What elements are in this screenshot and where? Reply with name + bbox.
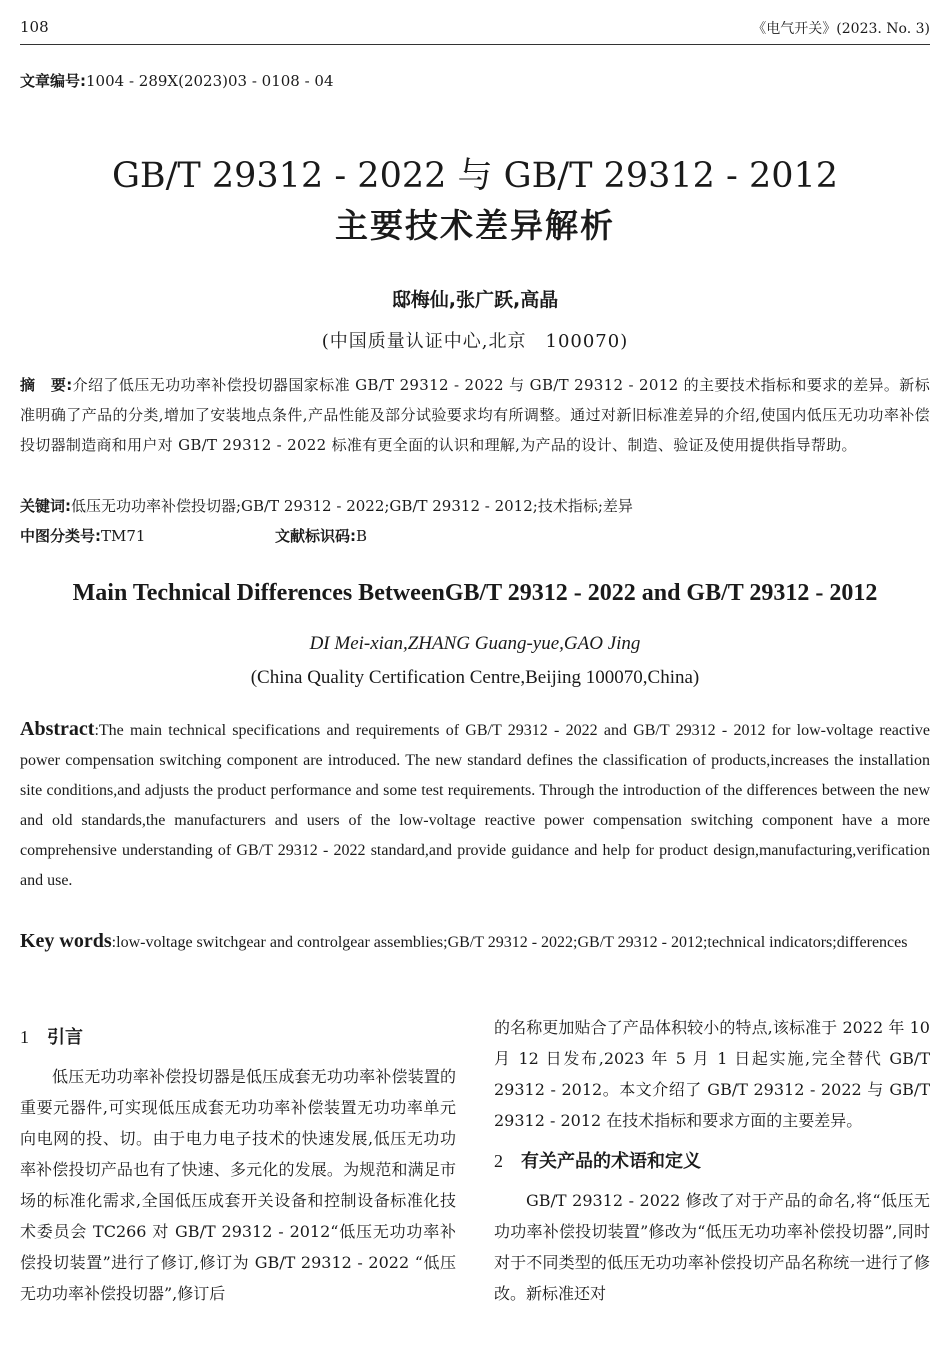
- paper-title-line2: 主要技术差异解析: [335, 206, 615, 245]
- keywords-cn: [20, 492, 930, 520]
- keywords-cn-label: 关键词:: [20, 497, 71, 515]
- section-1-paragraph-continued: 的名称更加贴合了产品体积较小的特点,该标准于 2022 年 10 月 12 日发布,2023 年 5 月 1 日起实施,完全替代 GB/T 29312 - 2012。本文介绍了 GB/T 29312 - 2022 与 GB/T 29312 - 2012 在技术指标和要求方面的主要差异。: [494, 1018, 930, 1130]
- page-number: 108: [20, 18, 49, 36]
- classification-row: [20, 522, 930, 550]
- abstract-cn-text: 介绍了低压无功功率补偿投切器国家标准 GB/T 29312 - 2022 与 GB/T 29312 - 2012 的主要技术指标和要求的差异。新标准明确了产品的分类,增加了安装地点条件,产品性能及部分试验要求均有所调整。通过对新旧标准差异的介绍,使国内低压无功功率补偿投切器制造商和用户对 GB/T 29312 - 2022 标准有更全面的认识和理解,为产品的设计、制造、验证及使用提供指导帮助。: [20, 376, 930, 454]
- section-1-title: 引言: [47, 1027, 83, 1048]
- clc-label: 中图分类号:: [20, 527, 101, 545]
- authors: 邸梅仙,张广跃,高晶: [391, 289, 559, 311]
- body-column-right: [494, 1012, 930, 1309]
- abstract-en: [20, 714, 930, 896]
- section-2-number: 2: [494, 1151, 503, 1171]
- section-2-paragraph: GB/T 29312 - 2022 修改了对于产品的命名,将“低压无功功率补偿投切装置”修改为“低压无功功率补偿投切器”,同时对于不同类型的低压无功功率补偿投切产品名称统一进行了修改。新标准还对: [494, 1191, 930, 1303]
- keywords-en-text: :low-voltage switchgear and controlgear assemblies;GB/T 29312 - 2022;GB/T 29312 - 2012;technical indicators;differences: [111, 934, 908, 951]
- section-2-title: 有关产品的术语和定义: [521, 1151, 701, 1172]
- clc-value: TM71: [101, 527, 146, 545]
- article-number-value: 1004 - 289X(2023)03 - 0108 - 04: [86, 72, 334, 90]
- abstract-cn-label: 摘 要:: [20, 376, 73, 394]
- section-2-heading: [494, 1150, 930, 1173]
- article-number: [20, 70, 334, 91]
- clc-code: [20, 527, 145, 545]
- affiliation: (中国质量认证中心,北京 100070): [321, 331, 629, 352]
- doc-id-code: [275, 522, 367, 550]
- article-number-label: 文章编号:: [20, 72, 86, 90]
- doc-id-value: B: [356, 527, 368, 545]
- section-1-paragraph: 低压无功功率补偿投切器是低压成套无功功率补偿装置的重要元器件,可实现低压成套无功功率补偿装置无功功率单元向电网的投、切。由于电力电子技术的快速发展,低压无功功率补偿投切产品也有了快速、多元化的发展。为规范和满足市场的标准化需求,全国低压成套开关设备和控制设备标准化技术委员会 TC266 对 GB/T 29312 - 2012“低压无功功率补偿投切装置”进行了修订,修订为 GB/T 29312 - 2022 “低压无功功率补偿投切器”,修订后: [20, 1067, 456, 1303]
- doc-id-label: 文献标识码:: [275, 527, 356, 545]
- affiliation-en: (China Quality Certification Centre,Beijing 100070,China): [250, 667, 700, 688]
- abstract-cn: [20, 370, 930, 460]
- paper-title-line1: GB/T 29312 - 2022 与 GB/T 29312 - 2012: [111, 156, 839, 196]
- authors-en: DI Mei-xian,ZHANG Guang-yue,GAO Jing: [309, 633, 641, 654]
- section-1-heading: [20, 1026, 456, 1049]
- abstract-en-text: :The main technical specifications and requirements of GB/T 29312 - 2022 and GB/T 29312 - 2012 for low-voltage reactive power compensation switching component are introduced. The new standard defines the classification of products,increases the installation site conditions,and adjusts the product performance and some test requirements. Through the introduction of the differences between the new and old standards,the manufacturers and users of the low-voltage reactive power compensation switching component have a more comprehensive understanding of GB/T 29312 - 2022 standard,and provide guidance and help for product design,manufacturing,verification and use.: [20, 722, 930, 889]
- paper-title-en: Main Technical Differences BetweenGB/T 29312 - 2022 and GB/T 29312 - 2012: [72, 580, 878, 606]
- body-column-left: [20, 1012, 456, 1309]
- keywords-en: [20, 926, 930, 958]
- keywords-en-label: Key words: [20, 930, 112, 952]
- journal-name: 《电气开关》(2023. No. 3): [752, 21, 930, 37]
- section-1-number: 1: [20, 1027, 29, 1047]
- page-header: [20, 14, 930, 45]
- abstract-en-label: Abstract: [20, 718, 95, 740]
- keywords-cn-text: 低压无功功率补偿投切器;GB/T 29312 - 2022;GB/T 29312 - 2012;技术指标;差异: [71, 497, 633, 515]
